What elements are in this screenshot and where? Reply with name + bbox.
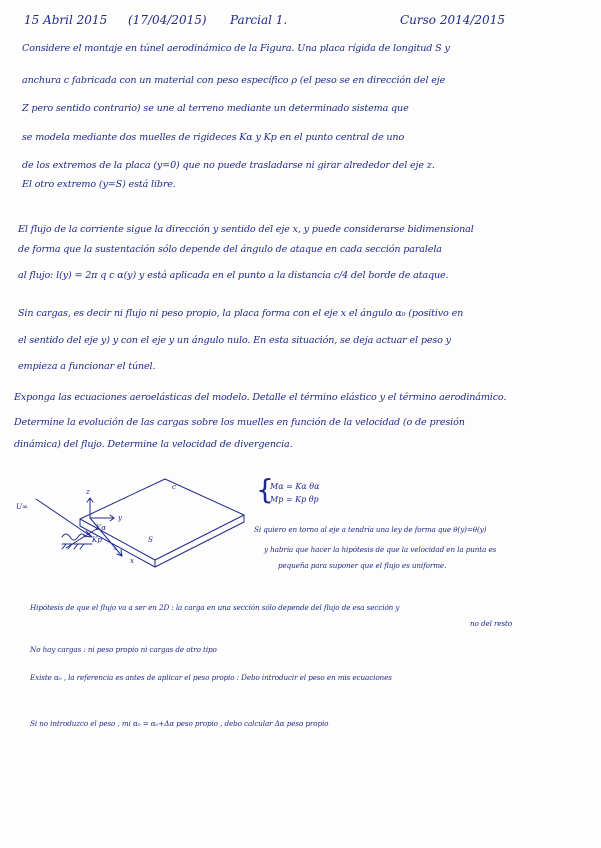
span-label: S xyxy=(148,535,153,544)
note-line: Si no introduzco el peso , mi α₀ = α₀+Δα peso propio , debo calcular Δα peso propio xyxy=(30,719,329,728)
equations-brace: { xyxy=(256,473,274,506)
paragraph-3-line: Sin cargas, es decir ni flujo ni peso propio, la placa forma con el eje x el ángulo α₀ (positivo en xyxy=(18,308,464,319)
paragraph-1-line: se modela mediante dos muelles de rigideces Kα y Kp en el punto central de uno xyxy=(22,132,405,143)
z-axis-label: z xyxy=(86,487,90,496)
exam-date: 15 Abril 2015 xyxy=(24,13,108,27)
paragraph-4-line: Exponga las ecuaciones aeroelásticas del modelo. Detalle el término elástico y el término aerodinámico. xyxy=(14,392,507,403)
paragraph-4-line: dinámica) del flujo. Determine la velocidad de divergencia. xyxy=(14,439,293,450)
side-note-line: pequeña para suponer que el flujo es uniforme. xyxy=(278,561,447,570)
paragraph-2-line: El flujo de la corriente sigue la dirección y sentido del eje x, y puede considerarse bidimensional xyxy=(18,224,474,235)
paragraph-1-line: anchura c fabricada con un material con peso específico ρ (el peso se en dirección del eje xyxy=(22,75,446,86)
y-axis-label: y xyxy=(118,513,122,522)
note-line: Hipótesis de que el flujo va a ser en 2D : la carga en una sección sólo depende del flujo de esa sección y xyxy=(30,603,400,612)
spring-coil xyxy=(62,534,86,540)
paragraph-2-line: de forma que la sustentación sólo depende del ángulo de ataque en cada sección paralela xyxy=(18,244,442,255)
paragraph-3-line: empieza a funcionar el túnel. xyxy=(18,361,156,372)
exam-date-alt: (17/04/2015) xyxy=(128,13,207,27)
paragraph-1-line: El otro extremo (y=S) está libre. xyxy=(22,179,176,190)
spring-a-label: Kα xyxy=(96,523,107,532)
paragraph-2-line: al flujo: l(y) = 2π q c α(y) y está aplicada en el punto a la distancia c/4 del borde de ataque. xyxy=(18,270,449,281)
course-year: Curso 2014/2015 xyxy=(400,13,505,27)
flow-arrow xyxy=(36,499,92,537)
x-axis-label: x xyxy=(113,543,117,552)
side-note-line: y habría que hacer la hipótesis de que la velocidad en la punta es xyxy=(264,545,497,554)
exam-title: Parcial 1. xyxy=(230,13,288,27)
plate-outline xyxy=(80,479,244,560)
bottom-x-label: x xyxy=(130,556,134,565)
velocity-label: U∞ xyxy=(16,502,28,511)
chord-label: c xyxy=(172,482,176,491)
note-line: Existe α₀ , la referencia es antes de aplicar el peso propio : Debo introducir el peso en mis ecuaciones xyxy=(30,673,392,682)
spring-b-label: Kp xyxy=(92,535,102,544)
note-line: no del resto xyxy=(470,619,513,628)
equation-p: Mp = Kp θp xyxy=(270,495,319,504)
equation-alpha: Mα = Kα θα xyxy=(270,482,320,491)
side-note-line: Si quiero en torno al eje a tendría una ley de forma que θ(y)=θ(y) xyxy=(254,525,487,534)
paragraph-1-line: Considere el montaje en túnel aerodinámico de la Figura. Una placa rígida de longitud S y xyxy=(22,43,450,54)
note-line: No hay cargas : ni peso propio ni cargas de otro tipo xyxy=(30,645,217,654)
paragraph-1-line: de los extremos de la placa (y=0) que no puede trasladarse ni girar alrededor del eje z. xyxy=(22,160,435,171)
paragraph-1-line: Z pero sentido contrario) se une al terreno mediante un determinado sistema que xyxy=(22,103,409,114)
paragraph-4-line: Determine la evolución de las cargas sobre los muelles en función de la velocidad (o de presión xyxy=(14,417,465,428)
paragraph-3-line: el sentido del eje y) y con el eje y un ángulo nulo. En esta situación, se deja actuar el peso y xyxy=(18,335,451,346)
